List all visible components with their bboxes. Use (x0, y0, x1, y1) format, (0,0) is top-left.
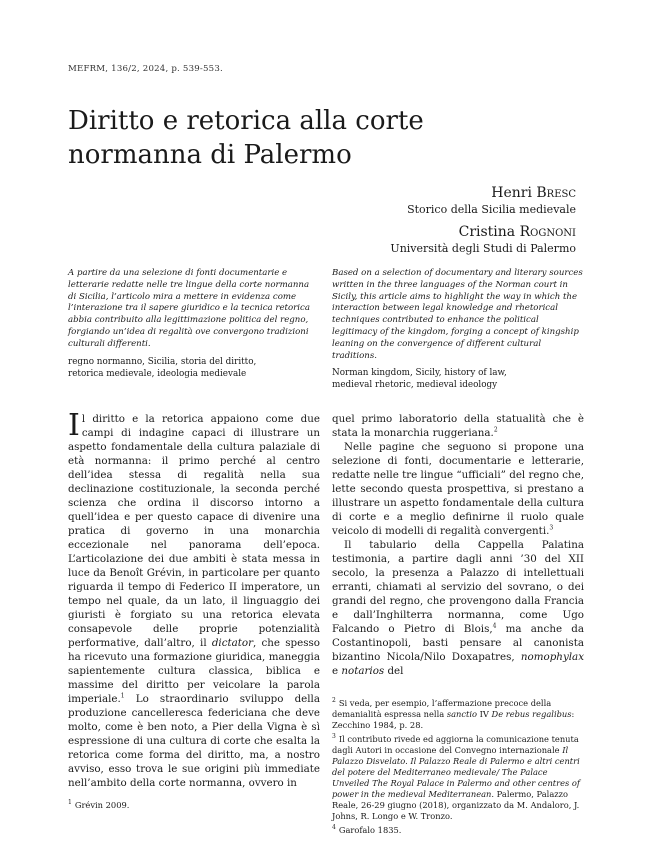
body-text: del (384, 665, 404, 677)
author-first-name: Cristina (458, 224, 516, 240)
title-line-1: Diritto e retorica alla corte (68, 106, 424, 136)
author-last-name: Rognoni (519, 224, 576, 240)
keywords-line: medieval rhetoric, medieval ideology (332, 380, 498, 391)
abstract-english (332, 268, 586, 391)
body-text: quel primo laboratorio della statualità che è stata la monarchia ruggeriana. (332, 413, 584, 439)
footnote-ref[interactable]: 2 (493, 426, 498, 434)
body-text: , che spesso ha ricevuto una formazione giuridica, maneggia sapientemente cultura classica, biblica e massime del diritto per veicolare la parola imperiale. (68, 637, 320, 705)
body-italic: notarios (341, 665, 385, 677)
abstract-text: Based on a selection of documentary and literary sources written in the three languages of the Norman court in Sicily, this article aims to highlight the way in which the interaction between legal knowledge and rhetorical techniques contributed to enhance the political legitimacy of the kingdom, forging a concept of kingship leaning on the convergence of different cultural traditions. (332, 268, 583, 361)
article-title (68, 104, 488, 172)
keywords-line: regno normanno, Sicilia, storia del diritto, (68, 356, 257, 367)
footnote-text: Grévin 2009. (74, 799, 130, 810)
keywords-line: Norman kingdom, Sicily, history of law, (332, 368, 507, 379)
author-affiliation: Università degli Studi di Palermo (390, 242, 576, 255)
body-text: e (332, 665, 342, 677)
body-paragraph (332, 538, 584, 678)
footnote (332, 822, 584, 836)
footnote (68, 797, 318, 811)
body-text: Nelle pagine che seguono si propone una selezione di fonti, documentarie e letterarie, redatte nelle tre lingue “ufficiali” del regno che, lette secondo questa prospettiva, si prestano a illustrare un aspetto fondamentale della cultura di corte e a meglio definirne il ruolo quale veicolo di modelli di regalità convergenti. (332, 441, 584, 537)
journal-citation: MEFRM, 136/2, 2024, p. 539-553. (68, 64, 223, 74)
footnotes-right (332, 695, 584, 835)
author-first-name: Henri (491, 185, 532, 201)
abstract-italian (68, 268, 318, 380)
author-name (390, 184, 576, 202)
footnote-text: IV (477, 708, 492, 719)
footnote-number: 4 (332, 823, 336, 831)
footnote-text: Garofalo 1835. (338, 824, 402, 835)
keywords (332, 367, 586, 391)
footnotes-left (68, 797, 318, 811)
footnote-number: 3 (332, 732, 336, 740)
body-text: Lo straordinario sviluppo della produzione cancelleresca federiciana che deve molto, come è ben noto, a Pier della Vigna è sì espressione di una cultura di corte che esalta la retorica come forma del diritto, ma, a nostro avviso, esso trova le sue origini più immediate nell’ambito della corte normanna, ovvero in (68, 693, 320, 789)
keywords (68, 356, 318, 380)
body-italic: nomophylax (520, 651, 584, 663)
body-column-left (68, 408, 320, 790)
drop-cap: I (68, 408, 80, 443)
title-line-2: normanna di Palermo (68, 140, 352, 170)
keywords-line: retorica medievale, ideologia medievale (68, 368, 247, 379)
body-column-right (332, 412, 584, 678)
body-paragraph (68, 408, 320, 790)
footnote (332, 731, 584, 822)
footnote-number: 1 (68, 799, 72, 806)
body-italic: dictator (211, 637, 254, 649)
footnote-text: . Palermo, Palazzo Reale, 26-29 giugno (2018), organizzato da M. Andaloro, J. Johns, R. Longo e W. Tronzo. (332, 788, 580, 821)
body-text: Il tabulario della Cappella Palatina testimonia, a partire dagli anni ’30 del XII secolo, la presenza a Palazzo di intellettuali erranti, chiamati al servizio del sovrano, o dei grandi del regno, che provengono dalla Francia e dall’Inghilterra normanna, come Ugo Falcando o Pietro di Blois, (332, 539, 584, 635)
footnote-ref[interactable]: 1 (120, 692, 125, 700)
footnote-text: : Zecchino 1984, p. 28. (332, 708, 575, 730)
body-paragraph (332, 440, 584, 538)
author-block (390, 184, 576, 262)
footnote-italic: Il Palazzo Disvelato. Il Palazzo Reale di Palermo e altri centri del potere del Mediterraneo medievale/ The Palace Unveiled The Royal Palace in Palermo and other centres of power in the medieval Mediterranean (332, 744, 580, 799)
body-paragraph (332, 412, 584, 440)
body-text: l diritto e la retorica appaiono come due campi di indagine capaci di illustrare un aspetto fondamentale della cultura palaziale di età normanna: il primo perché al centro dell’idea stessa di regalità nella sua declinazione costituzionale, la seconda perché scienza che ordina il discorso intorno a quell’idea e per questo capace di divenire una pratica di governo in una monarchia eccezionale nel panorama dell’epoca. L’articolazione dei due ambiti è stata messa in luce da Benoît Grévin, in particolare per quanto riguarda il tempo di Federico II imperatore, un tempo nel quale, da un lato, il linguaggio dei giuristi è forgiato su una retorica elevata consapevole delle proprie potenzialità performative, dall’altro, il (68, 413, 320, 649)
abstract-text: A partire da una selezione di fonti documentarie e letterarie redatte nelle tre lingue della corte normanna di Sicilia, l’articolo mira a mettere in evidenza come l’interazione tra il sapere giuridico e la tecnica retorica abbia contribuito alla legittimazione politica del regno, forgiando un’idea di regalità ove convergono tradizioni culturali differenti. (68, 268, 310, 349)
author-name (390, 223, 576, 241)
footnote-ref[interactable]: 4 (492, 622, 497, 630)
footnote-ref[interactable]: 3 (549, 524, 554, 532)
author-last-name: Bresc (536, 185, 576, 201)
footnote-number: 2 (332, 697, 336, 704)
body-text: ma anche da Costantinopoli, basti pensare al canonista bizantino Nicola/Nilo Doxapatres, (332, 623, 584, 663)
footnote (332, 695, 584, 731)
author-affiliation: Storico della Sicilia medievale (407, 203, 576, 216)
footnote-italic: De rebus regalibus (491, 708, 572, 719)
footnote-text: Si veda, per esempio, l’affermazione precoce della demanialità espressa nella (332, 697, 552, 719)
footnote-italic: sanctio (446, 708, 477, 719)
footnote-text: Il contributo rivede ed aggiorna la comunicazione tenuta dagli Autori in occasione del Convegno internazionale (332, 733, 579, 755)
